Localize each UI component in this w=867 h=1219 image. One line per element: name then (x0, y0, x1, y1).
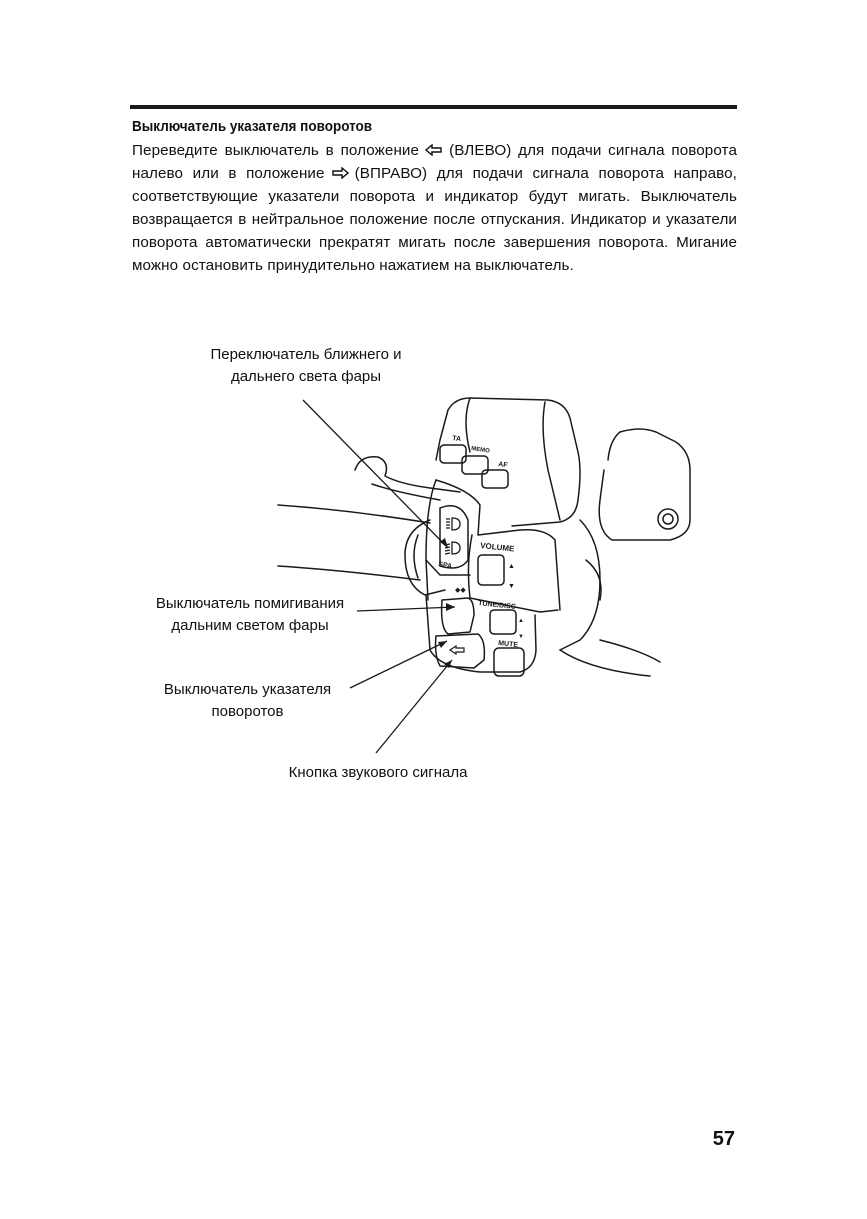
body-line-5: поворота автоматически прекратят мигать после завершения поворота. Мигание (132, 234, 737, 251)
turn-signal-icon (450, 646, 464, 654)
label-horn-button: Кнопка звукового сигнала (288, 764, 468, 781)
horn-icon (455, 587, 466, 594)
switch-housing-left (405, 520, 445, 595)
tune-down-arrow-icon: ▼ (518, 634, 524, 640)
volume-down-arrow-icon: ▼ (508, 583, 515, 590)
leader-horn (376, 660, 452, 753)
label-dimmer-switch: Переключатель ближнего и дальнего света фары (210, 346, 402, 385)
panel-text-volume: VOLUME (479, 541, 515, 554)
audio-control-pod (448, 398, 580, 526)
body-line-3: соответствующие указатели поворота и индикатор будут мигать. Выключатель (132, 188, 737, 205)
body-line-2: налево или в положение (ВПРАВО) для подачи сигнала поворота направо, (132, 165, 737, 182)
tune-rocker (490, 610, 516, 634)
panel-text-spa: SPA (437, 561, 453, 571)
dimmer-switch-rocker (437, 506, 468, 571)
handlebar-upper-line (278, 505, 430, 523)
page-number: 57 (712, 1128, 735, 1150)
svg-text:◆◆: ◆◆ (455, 587, 466, 594)
panel-text-ta: TA (451, 435, 462, 444)
panel-text-tune: TUNE/DISC (477, 600, 517, 611)
panel-text-af: AF (497, 461, 508, 470)
handlebar-lower-line (278, 566, 420, 580)
section-title: Выключатель указателя поворотов (132, 118, 373, 135)
body-line-4: возвращается в нейтральное положение после отпускания. Индикатор и указатели (132, 211, 737, 228)
pod-button-af (482, 470, 508, 488)
right-lever (560, 520, 600, 650)
brake-lever (355, 457, 460, 492)
volume-rocker (478, 555, 504, 585)
body-line-1: Переведите выключатель в положение (ВЛЕВО) для подачи сигнала поворота (132, 142, 737, 159)
leader-dimmer (303, 400, 448, 548)
mirror-mount-bolt (658, 509, 678, 529)
tune-up-arrow-icon: ▲ (518, 618, 524, 624)
label-turn-signal-switch: Выключатель указателя поворотов (163, 681, 332, 720)
leader-passing (357, 607, 455, 611)
headlight-high-icon (446, 518, 460, 530)
label-passing-switch: Выключатель помигивания дальним светом фары (155, 595, 345, 634)
body-line-6: можно остановить принудительно нажатием на выключатель. (132, 257, 574, 274)
panel-text-mem: MEMO (470, 446, 491, 455)
leader-turn (350, 641, 447, 688)
panel-text-mute: MUTE (497, 640, 519, 650)
volume-up-arrow-icon: ▲ (508, 563, 515, 570)
